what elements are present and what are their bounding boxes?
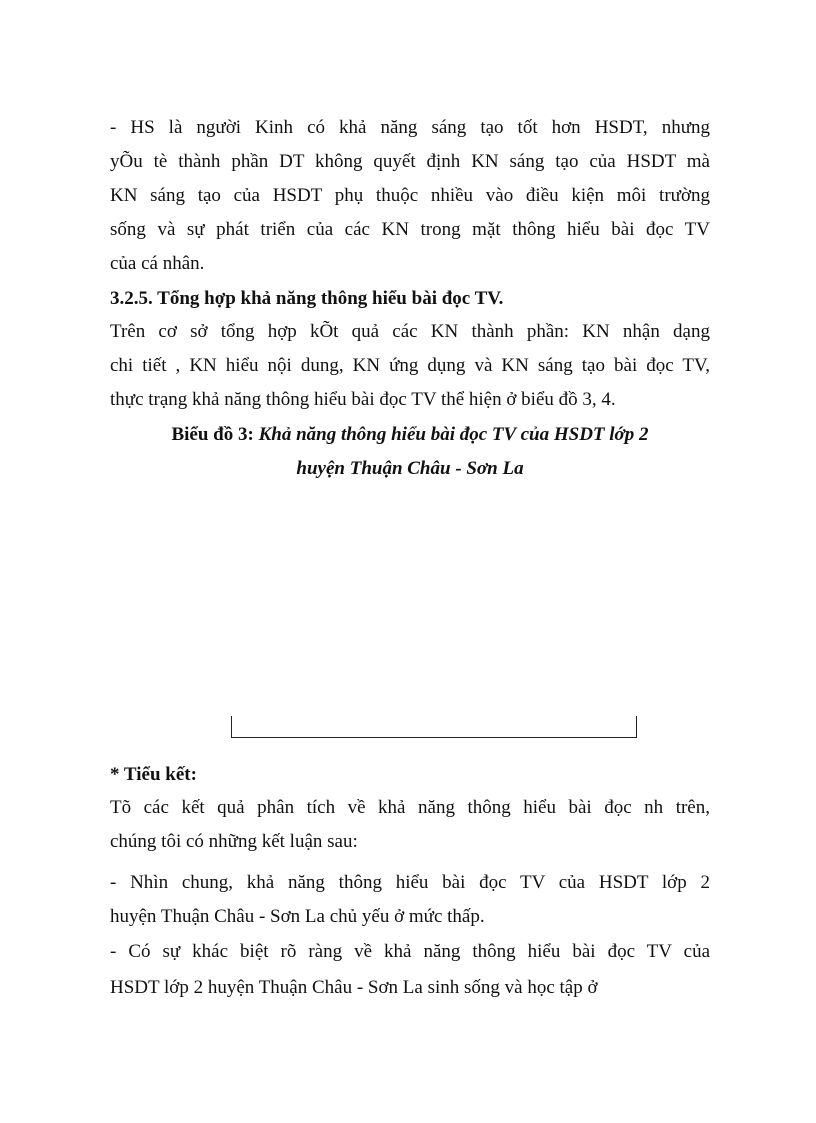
- section-heading: 3.2.5. Tổng hợp khả năng thông hiểu bài đọc TV.: [110, 288, 504, 309]
- text-line: chi tiết , KN hiểu nội dung, KN ứng dụng và KN sáng tạo bài đọc TV,: [110, 355, 710, 376]
- chart-caption-title: Khả năng thông hiểu bài đọc TV của HSDT lớp 2: [258, 424, 649, 445]
- summary-heading: * Tiểu kết:: [110, 764, 197, 785]
- text-line: Tõ các kết quả phân tích về khả năng thông hiểu bài đọc nh trên,: [110, 797, 710, 818]
- text-line: - HS là người Kinh có khả năng sáng tạo tốt hơn HSDT, nhưng: [110, 117, 710, 138]
- chart-caption-line-1: [110, 423, 710, 447]
- list-item: - Có sự khác biệt rõ ràng về khả năng thông hiểu bài đọc TV của: [110, 941, 710, 962]
- text-line: sống và sự phát triển của các KN trong mặt thông hiểu bài đọc TV: [110, 219, 710, 240]
- chart-caption-label: Biểu đồ 3:: [171, 424, 259, 445]
- text-line: của cá nhân.: [110, 253, 205, 274]
- list-item: huyện Thuận Châu - Sơn La chủ yếu ở mức thấp.: [110, 906, 485, 927]
- text-line: KN sáng tạo của HSDT phụ thuộc nhiều vào điều kiện môi trường: [110, 185, 710, 206]
- chart-caption-line-2: huyện Thuận Châu - Sơn La: [296, 458, 524, 479]
- list-item: - Nhìn chung, khả năng thông hiểu bài đọc TV của HSDT lớp 2: [110, 872, 710, 893]
- text-line: chúng tôi có những kết luận sau:: [110, 831, 358, 852]
- list-item: HSDT lớp 2 huyện Thuận Châu - Sơn La sinh sống và học tập ở: [110, 977, 598, 998]
- text-line: Trên cơ sở tổng hợp kÕt quả các KN thành phần: KN nhận dạng: [110, 321, 710, 342]
- text-line: thực trạng khả năng thông hiểu bài đọc TV thể hiện ở biểu đồ 3, 4.: [110, 389, 616, 410]
- text-line: yÕu tè thành phần DT không quyết định KN sáng tạo của HSDT mà: [110, 151, 710, 172]
- chart-frame: [231, 716, 637, 738]
